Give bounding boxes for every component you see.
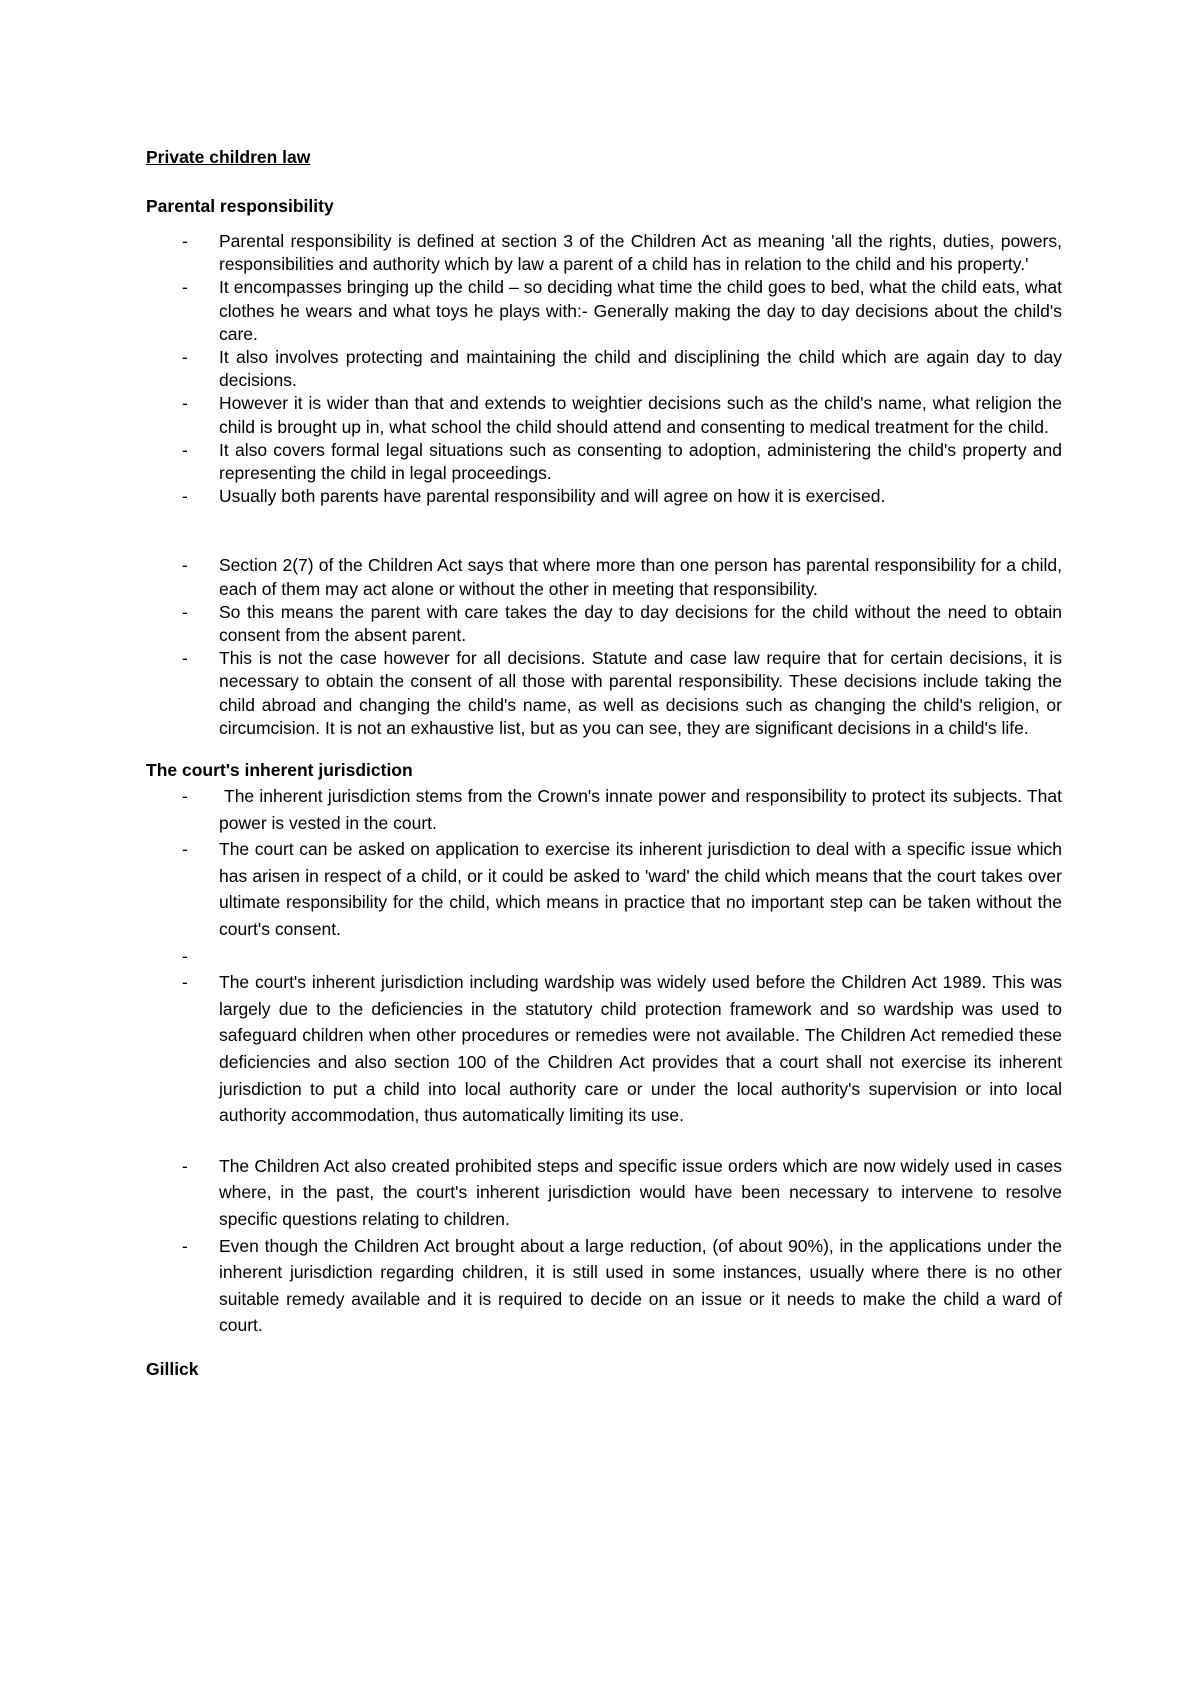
list-item-text: It encompasses bringing up the child – so deciding what time the child goes to bed, what the child eats, what clothes he wears and what toys he plays with:- Generally making the day to day decisions about the child's care. bbox=[219, 277, 1062, 344]
list-item bbox=[146, 943, 1062, 970]
list-item bbox=[146, 1233, 1062, 1339]
bullet-dash: - bbox=[182, 486, 188, 507]
list-item-text: However it is wider than that and extends to weightier decisions such as the child's name, what religion the child is brought up in, what school the child should attend and consenting to medical treatment for the child. bbox=[219, 393, 1062, 437]
bullet-dash: - bbox=[182, 347, 188, 368]
list-item-text: So this means the parent with care takes the day to day decisions for the child without the need to obtain consent from the absent parent. bbox=[219, 601, 1062, 646]
section-parental-responsibility bbox=[146, 195, 1062, 740]
list-item bbox=[146, 836, 1062, 942]
list-item bbox=[146, 392, 1062, 438]
bullet-list bbox=[146, 554, 1062, 740]
list-item-text: Parental responsibility is defined at section 3 of the Children Act as meaning 'all the rights, duties, powers, responsibilities and authority which by law a parent of a child has in relation to the child and his property.' bbox=[219, 231, 1062, 275]
bullet-dash: - bbox=[182, 601, 188, 622]
section-heading: Parental responsibility bbox=[146, 196, 334, 216]
list-item-text: This is not the case however for all decisions. Statute and case law require that for certain decisions, it is necessary to obtain the consent of all those with parental responsibility. These decisions include taking the child abroad and changing the child's name, as well as decisions such as changing the child's religion, or circumcision. It is not an exhaustive list, but as you can see, they are significant decisions in a child's life. bbox=[219, 648, 1062, 738]
section-heading: The court's inherent jurisdiction bbox=[146, 760, 413, 781]
list-item bbox=[146, 601, 1062, 647]
document-title: Private children law bbox=[146, 147, 311, 167]
list-item-text: The court can be asked on application to exercise its inherent jurisdiction to deal with a specific issue which has arisen in respect of a child, or it could be asked to 'ward' the child which means that the court takes over ultimate responsibility for the child, which means in practice that no important step can be taken without the court's consent. bbox=[219, 839, 1062, 940]
list-item bbox=[146, 230, 1062, 276]
bullet-list bbox=[146, 1153, 1062, 1339]
paragraph-gap bbox=[146, 508, 1062, 554]
bullet-list bbox=[146, 230, 1062, 508]
list-item bbox=[146, 783, 1062, 836]
list-item-text: It also covers formal legal situations such as consenting to adoption, administering the child's property and representing the child in legal proceedings. bbox=[219, 439, 1062, 484]
list-item-text: Usually both parents have parental responsibility and will agree on how it is exercised. bbox=[219, 486, 886, 507]
section-heading: Gillick bbox=[146, 1358, 199, 1379]
bullet-dash: - bbox=[182, 786, 188, 807]
list-item bbox=[146, 346, 1062, 392]
bullet-dash: - bbox=[182, 231, 188, 251]
list-item bbox=[146, 276, 1062, 346]
list-item-text: The court's inherent jurisdiction including wardship was widely used before the Children Act 1989. This was largely due to the deficiencies in the statutory child protection framework and so wardship was used to safeguard children when other procedures or remedies were not available. The Children Act remedied these deficiencies and also section 100 of the Children Act provides that a court shall not exercise its inherent jurisdiction to put a child into local authority care or under the local authority's supervision or into local authority accommodation, thus automatically limiting its use. bbox=[219, 972, 1062, 1126]
bullet-dash: - bbox=[182, 393, 188, 414]
bullet-dash: - bbox=[182, 839, 188, 860]
list-item-text: Even though the Children Act brought about a large reduction, (of about 90%), in the applications under the inherent jurisdiction regarding children, it is still used in some instances, usually where there is no other suitable remedy available and it is required to decide on an issue or it needs to make the child a ward of court. bbox=[219, 1235, 1062, 1336]
list-item-text: The inherent jurisdiction stems from the Crown's innate power and responsibility to protect its subjects. That power is vested in the court. bbox=[219, 786, 1062, 833]
bullet-dash: - bbox=[182, 648, 188, 669]
list-item bbox=[146, 969, 1062, 1129]
bullet-dash: - bbox=[182, 972, 188, 993]
list-item-text: It also involves protecting and maintaining the child and disciplining the child which are again day to day decisions. bbox=[219, 347, 1062, 391]
bullet-list bbox=[146, 783, 1062, 1129]
bullet-dash: - bbox=[182, 1155, 188, 1176]
list-item bbox=[146, 554, 1062, 600]
paragraph-gap bbox=[146, 1129, 1062, 1153]
bullet-dash: - bbox=[182, 439, 188, 460]
list-item bbox=[146, 1153, 1062, 1233]
bullet-dash: - bbox=[182, 945, 188, 966]
list-item bbox=[146, 439, 1062, 485]
bullet-dash: - bbox=[182, 555, 188, 576]
bullet-dash: - bbox=[182, 1235, 188, 1256]
list-item bbox=[146, 647, 1062, 740]
list-item bbox=[146, 485, 1062, 508]
list-item-text: The Children Act also created prohibited steps and specific issue orders which are now widely used in cases where, in the past, the court's inherent jurisdiction would have been necessary to intervene to resolve specific questions relating to children. bbox=[219, 1155, 1062, 1229]
bullet-dash: - bbox=[182, 277, 188, 298]
section-inherent-jurisdiction bbox=[146, 759, 1062, 1339]
list-item-text: Section 2(7) of the Children Act says that where more than one person has parental responsibility for a child, each of them may act alone or without the other in meeting that responsibility. bbox=[219, 555, 1062, 599]
document-page bbox=[146, 146, 1062, 1381]
